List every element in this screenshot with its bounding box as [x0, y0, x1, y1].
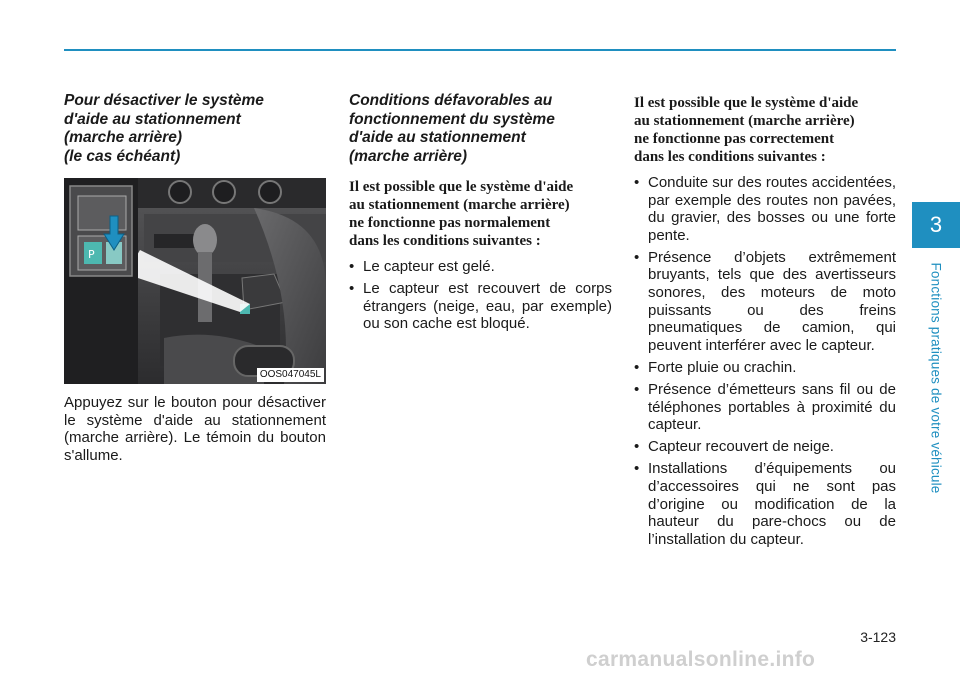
page-number: 3-123 — [860, 629, 896, 645]
chapter-title-vertical: Fonctions pratiques de votre véhicule — [928, 262, 944, 494]
watermark: carmanualsonline.info — [586, 648, 816, 671]
bullet-icon: • — [634, 381, 640, 399]
heading-deactivate: Pour désactiver le système d'aide au stationnement (marche arrière) (le cas échéant) — [64, 92, 264, 165]
column-right — [634, 92, 896, 553]
image-reference-code: OOS047045L — [257, 368, 324, 382]
list-item: • Installations d’équipements ou d’accessoires qui ne sont pas d’origine ou modification de la hauteur du pare-chocs ou de l’installation du capteur. — [634, 460, 896, 548]
heading-unfavorable-conditions: Conditions défavorables au fonctionnement du système d'aide au stationnement (marche arrière) — [349, 92, 555, 165]
parking-button-photo — [64, 178, 326, 384]
bullet-icon: • — [349, 258, 355, 275]
incorrect-conditions-list — [634, 174, 896, 548]
list-item: • Le capteur est gelé. — [349, 258, 495, 275]
subheading-incorrect-operation: Il est possible que le système d'aide au stationnement (marche arrière) ne fonctionne pas correctement dans les conditions suivantes : — [634, 95, 859, 165]
chapter-tab: 3 — [912, 202, 960, 248]
list-item: • Capteur recouvert de neige. — [634, 438, 834, 456]
abnormal-conditions-list — [349, 258, 612, 333]
list-item: • Présence d’émetteurs sans fil ou de téléphones portables à proximité du capteur. — [634, 381, 896, 434]
list-item: • Présence d’objets extrêmement bruyants, tels que des avertisseurs sonores, des moteurs de moto puissants ou des freins pneumatiques de camion, qui peuvent interférer avec le capteur. — [634, 248, 896, 354]
bullet-icon: • — [634, 248, 640, 266]
top-rule — [64, 49, 896, 51]
bullet-icon: • — [634, 358, 640, 376]
bullet-icon: • — [634, 438, 640, 456]
console-illustration — [64, 178, 326, 384]
list-item: • Le capteur est recouvert de corps étrangers (neige, eau, par exemple) ou son cache est bloqué. — [349, 280, 612, 333]
bullet-icon: • — [634, 460, 640, 478]
subheading-abnormal-operation: Il est possible que le système d'aide au stationnement (marche arrière) ne fonctionne pas normalement dans les conditions suivantes : — [349, 179, 574, 249]
column-middle — [349, 92, 612, 337]
bullet-icon: • — [349, 280, 355, 298]
svg-text:P: P — [88, 248, 95, 261]
bullet-icon: • — [634, 174, 640, 191]
list-item: • Forte pluie ou crachin. — [634, 358, 797, 376]
column-left — [64, 92, 326, 464]
list-item: • Conduite sur des routes accidentées, par exemple des routes non pavées, du gravier, des bosses ou une forte pente. — [634, 174, 896, 244]
deactivate-instructions: Appuyez sur le bouton pour désactiver le système d'aide au stationnement (marche arrière). Le témoin du bouton s'allume. — [64, 394, 326, 464]
